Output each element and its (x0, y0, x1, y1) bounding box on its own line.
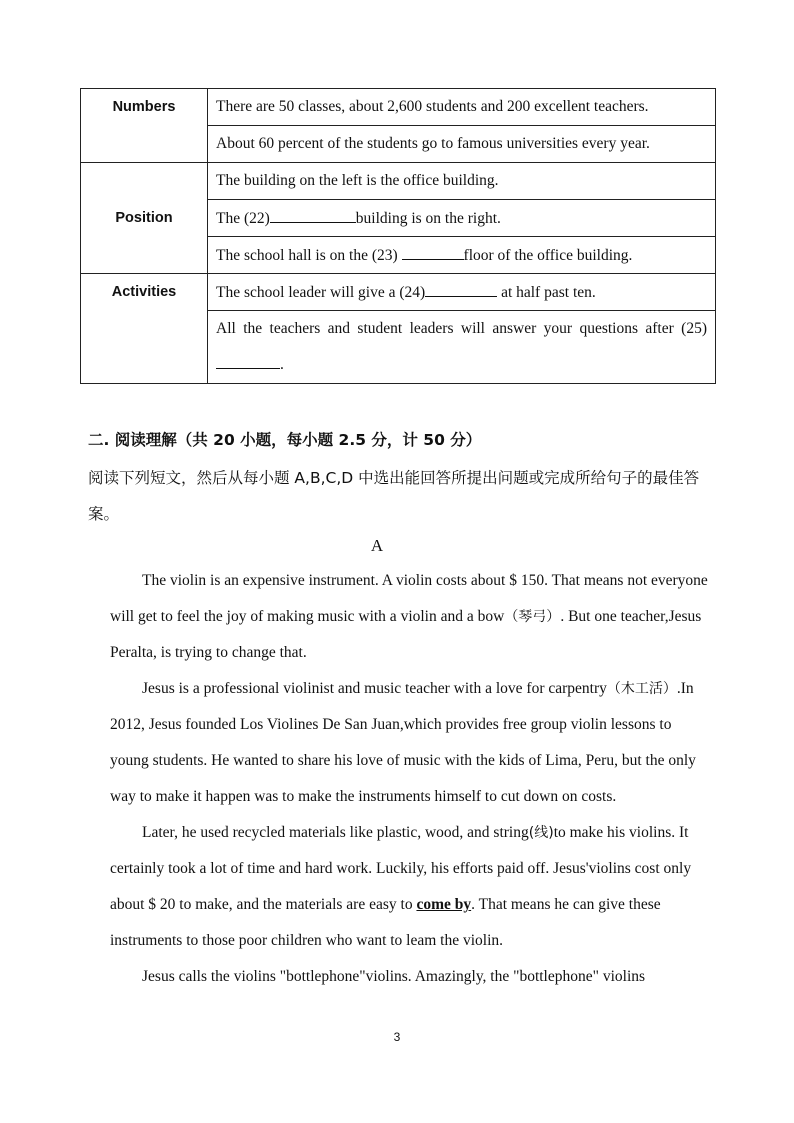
table-row (81, 89, 716, 126)
reading-passage (110, 563, 710, 995)
section-heading: 二. 阅读理解（共 20 小题，每小题 2.5 分，计 50 分） (88, 431, 482, 449)
cell-text: floor of the office building. (463, 247, 633, 264)
cell-text: The school hall is on the (23) (216, 247, 398, 264)
answer-blank-24 (425, 282, 497, 297)
paragraph-text: . But one teacher,Jesus Peralta, is trying to change that. (110, 608, 702, 661)
annotation: （木工活） (606, 681, 677, 697)
paragraph-text: Jesus calls the violins "bottlephone"violins. Amazingly, the "bottlephone" violins (142, 968, 646, 985)
cell-text: at half past ten. (501, 284, 596, 301)
underlined-phrase: come by (416, 896, 472, 913)
paragraph-text: Jesus is a professional violinist and music teacher with a love for carpentry (142, 680, 607, 697)
table-cell (208, 200, 716, 237)
category-position: Position (81, 163, 208, 274)
paragraph (110, 563, 710, 671)
table-cell: There are 50 classes, about 2,600 students and 200 excellent teachers. (208, 89, 716, 126)
answer-blank-22 (270, 208, 356, 223)
cell-text: The (22) (216, 210, 270, 227)
cell-text: . (280, 356, 284, 373)
answer-blank-23 (402, 245, 464, 260)
info-table (80, 88, 716, 384)
paragraph (110, 815, 710, 959)
paragraph-text: The violin is an expensive instrument. A violin costs about $ 150. That means not everyone will get to feel the joy of making music with a violin and a bow (110, 572, 708, 625)
paragraph (110, 959, 710, 995)
table-row (81, 274, 716, 311)
paragraph-text: Later, he used recycled materials like plastic, wood, and string (142, 824, 529, 841)
table-cell: The building on the left is the office building. (208, 163, 716, 200)
section-instructions: 阅读下列短文，然后从每小题 A,B,C,D 中选出能回答所提出问题或完成所给句子的最佳答案。 (88, 469, 700, 523)
table-cell: About 60 percent of the students go to famous universities every year. (208, 126, 716, 163)
answer-blank-25 (216, 354, 280, 369)
paragraph-text: to make his violins. It certainly took a lot of time and hard work. Luckily, his efforts paid off. Jesus'violins cost only about $ 20 to make, and the materials are easy to (110, 824, 692, 913)
table-cell (208, 311, 716, 384)
passage-label: A (370, 536, 384, 555)
paragraph-text: .In 2012, Jesus founded Los Violines De San Juan,which provides free group violin lessons to young students. He wanted to share his love of music with the kids of Lima, Peru, but the only way to make it happen was to make the instruments himself to cut down on costs. (110, 680, 696, 805)
cell-text: The school leader will give a (24) (216, 284, 426, 301)
paragraph-text: . That means he can give these instruments to those poor children who want to leam the violin. (110, 896, 661, 949)
category-activities: Activities (81, 274, 208, 384)
paragraph (110, 671, 710, 815)
annotation: (线) (528, 825, 554, 841)
page-number: 3 (393, 1030, 401, 1044)
table-cell (208, 237, 716, 274)
table-cell (208, 274, 716, 311)
category-numbers: Numbers (81, 89, 208, 163)
annotation: （琴弓） (504, 609, 561, 625)
cell-text: building is on the right. (355, 210, 501, 227)
cell-text: All the teachers and student leaders will answer your questions after (25) (216, 320, 707, 337)
table-row (81, 163, 716, 200)
